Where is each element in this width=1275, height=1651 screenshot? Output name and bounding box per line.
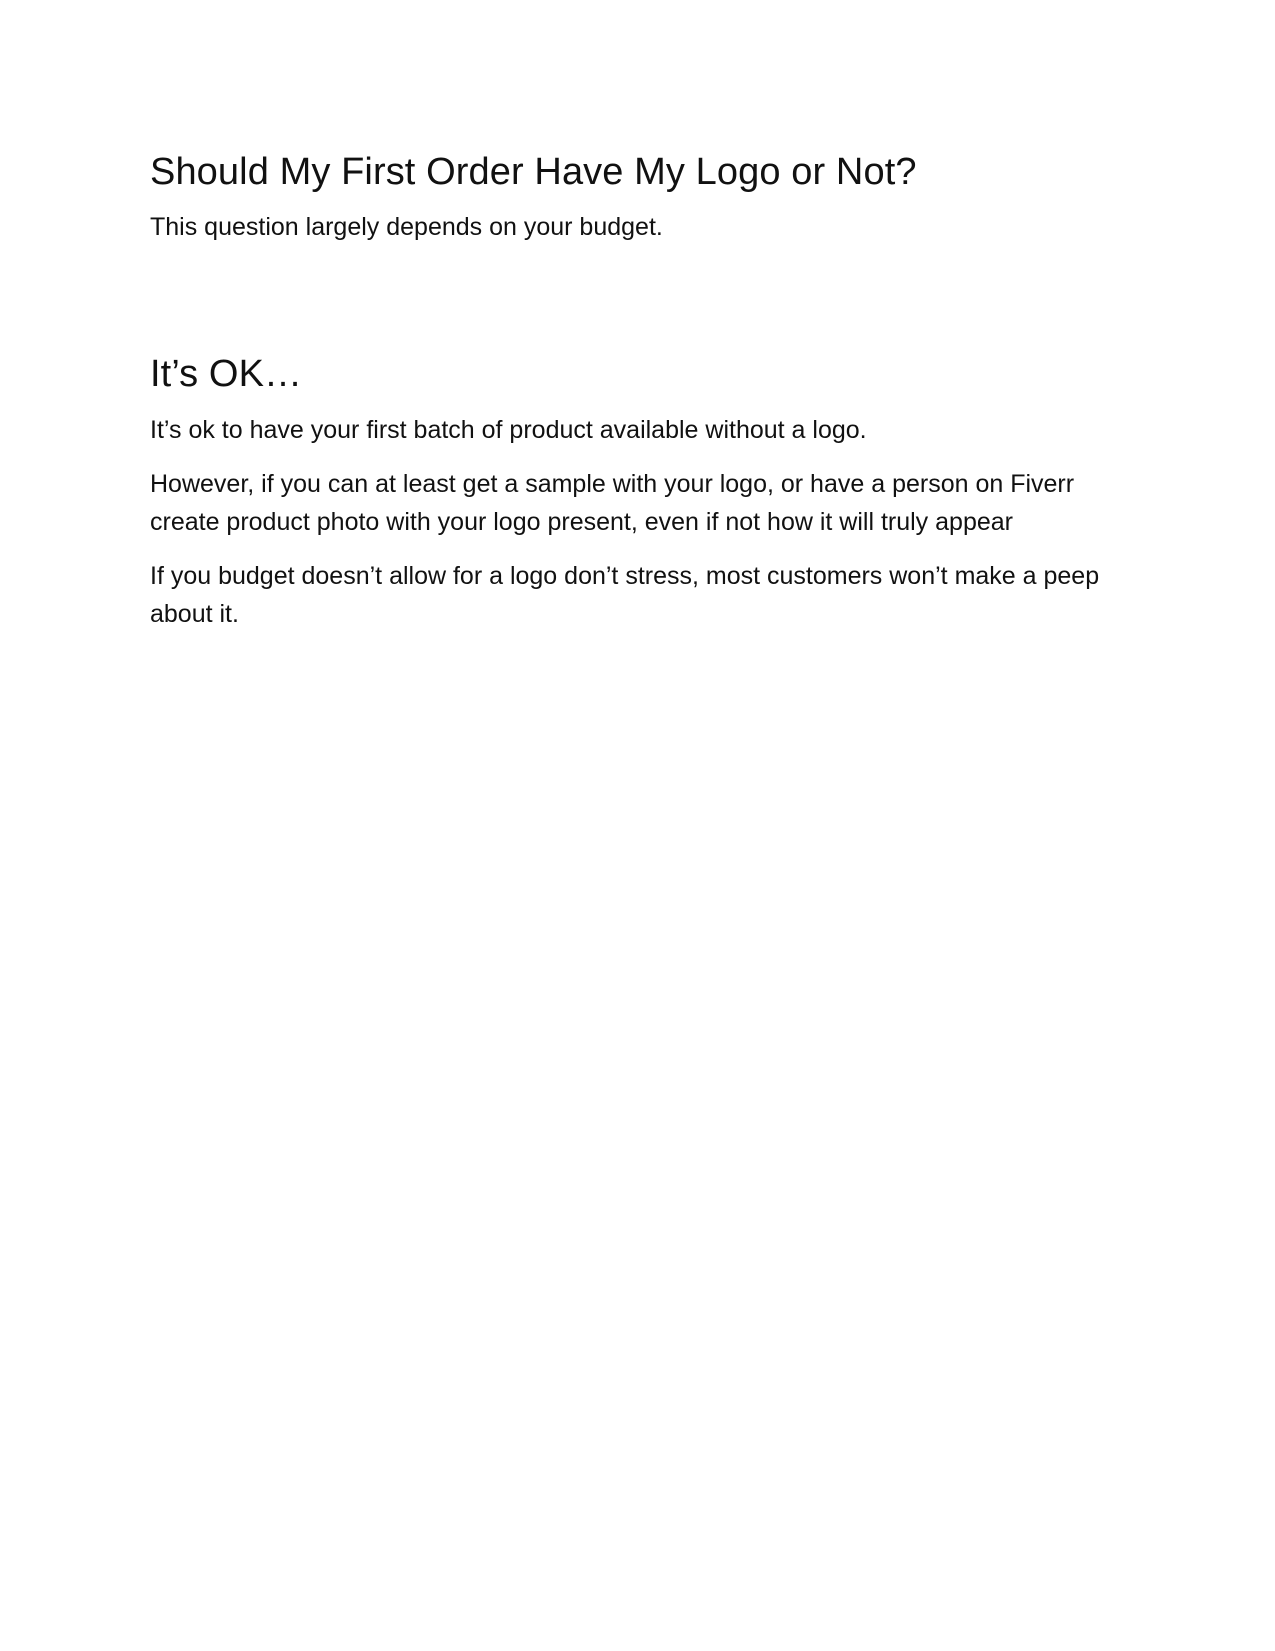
document-body bbox=[150, 150, 1125, 633]
paragraph-sample-with-logo: However, if you can at least get a sample with your logo, or have a person on Fiverr create product photo with your logo present, even if not how it will truly appear bbox=[150, 470, 1075, 537]
intro-paragraph: This question largely depends on your budget. bbox=[150, 212, 663, 241]
heading-logo-question: Should My First Order Have My Logo or Not? bbox=[150, 151, 917, 193]
paragraph-no-logo-ok: It’s ok to have your first batch of product available without a logo. bbox=[150, 416, 867, 445]
paragraph-budget-advice: If you budget doesn’t allow for a logo don’t stress, most customers won’t make a peep about it. bbox=[150, 562, 1100, 629]
heading-its-ok: It’s OK… bbox=[150, 352, 303, 395]
